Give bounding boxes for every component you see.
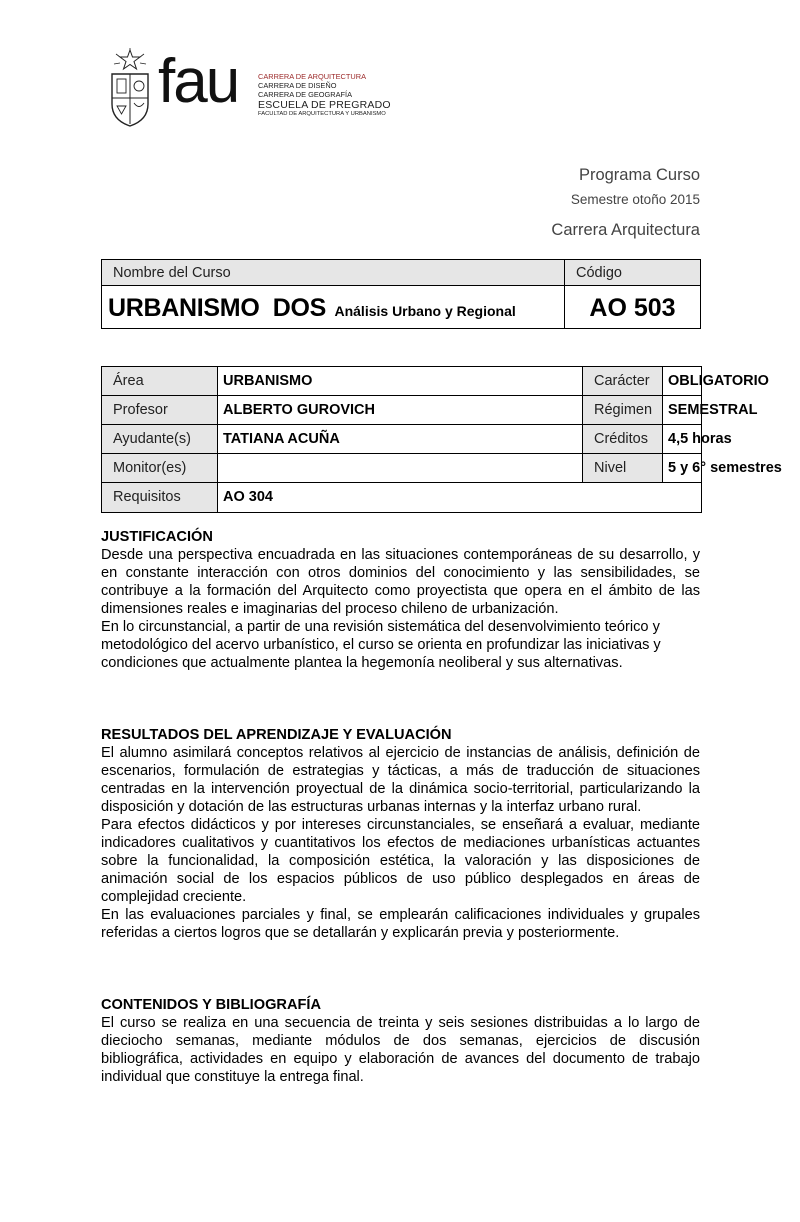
fau-wordmark: fau — [158, 47, 239, 116]
logo-line: CARRERA DE GEOGRAFÍA — [258, 89, 353, 99]
course-name-column — [102, 260, 565, 328]
info-label: Monitor(es) — [102, 454, 218, 483]
info-value: ALBERTO GUROVICH — [218, 396, 583, 425]
info-value — [218, 454, 583, 483]
fau-logo — [108, 48, 398, 130]
course-code-header: Código — [565, 260, 700, 286]
logo-line: FACULTAD DE ARQUITECTURA Y URBANISMO — [258, 111, 386, 118]
course-info-table — [101, 366, 782, 513]
course-title: URBANISMO DOS — [108, 294, 327, 322]
section-paragraph: El curso se realiza en una secuencia de treinta y seis sesiones distribuidas a lo largo de dieciocho semanas, mediante módulos de dos semanas, ejercicios de discusión bibliográfica, actividades en equipo y elaboración de avances del documento de trabajo individual que constituye la entrega final. — [101, 1015, 700, 1085]
course-subtitle: Análisis Urbano y Regional — [334, 303, 516, 319]
info-value: AO 304 — [223, 489, 273, 505]
university-crest-icon — [108, 48, 152, 128]
info-value: 4,5 horas — [663, 425, 701, 454]
info-label: Profesor — [102, 396, 218, 425]
semester-label: Semestre otoño 2015 — [570, 192, 700, 207]
info-label: Ayudante(s) — [102, 425, 218, 454]
info-label: Área — [102, 367, 218, 396]
course-code-column — [565, 260, 700, 328]
info-value: URBANISMO — [218, 367, 583, 396]
section-title: RESULTADOS DEL APRENDIZAJE Y EVALUACIÓN — [101, 727, 452, 743]
info-value: SEMESTRAL — [663, 396, 701, 425]
info-label: Nivel — [583, 454, 663, 483]
info-label: Carácter — [583, 367, 663, 396]
logo-line: CARRERA DE ARQUITECTURA — [258, 72, 367, 81]
info-value: TATIANA ACUÑA — [218, 425, 583, 454]
course-code: AO 503 — [589, 294, 676, 322]
section-title: JUSTIFICACIÓN — [101, 529, 213, 545]
school-lines — [258, 73, 391, 118]
section-paragraph: Desde una perspectiva encuadrada en las situaciones contemporáneas de su desarrollo, y en constante interacción con otros dominios del conocimiento y las sensibilidades, se contribuye a la formación del Arquitecto como proyectista que opera en el ámbito de las dimensiones reales e imaginarias del proceso chileno de urbanización. — [101, 547, 700, 617]
justificacion-section — [101, 528, 700, 672]
contenidos-section — [101, 996, 700, 1086]
section-paragraph: En lo circunstancial, a partir de una revisión sistemática del desenvolvimiento teórico y metodológico del acervo urbanístico, el curso se orienta en profundizar las iniciativas y condiciones que actualmente plantea la hegemonía neoliberal y sus alternativas. — [101, 619, 661, 671]
section-paragraph: Para efectos didácticos y por intereses circunstanciales, se enseñará a evaluar, mediante indicadores cualitativos y cuantitativos los efectos de mediaciones urbanísticas actuantes sobre la funcionalidad, la composición estética, la valoración y las disposiciones de animación social de los espacios públicos de uso público desplegados en áreas de complejidad creciente. — [101, 817, 700, 905]
logo-line: ESCUELA DE PREGRADO — [258, 99, 391, 112]
section-title: CONTENIDOS Y BIBLIOGRAFÍA — [101, 997, 322, 1013]
info-value: OBLIGATORIO — [663, 367, 701, 396]
info-label: Requisitos — [102, 483, 218, 512]
course-table — [101, 259, 701, 329]
info-value: 5 y 6° semestres — [663, 454, 701, 483]
section-paragraph: El alumno asimilará conceptos relativos al ejercicio de instancias de análisis, definición de escenarios, formulación de estrategias y tácticas, a más de traducción de situaciones centradas en la intervención proyectual de la dinámica socio-territorial, particularizando la disposición y dotación de las estructuras urbanas internas y la interfaz urbano rural. — [101, 745, 700, 815]
resultados-section — [101, 726, 700, 942]
info-label: Régimen — [583, 396, 663, 425]
career-label: Carrera Arquitectura — [551, 221, 700, 239]
logo-line: CARRERA DE DISEÑO — [258, 80, 337, 90]
info-label: Créditos — [583, 425, 663, 454]
section-paragraph: En las evaluaciones parciales y final, se emplearán calificaciones individuales y grupales referidas a ciertos logros que se detallarán y explicarán previa y posteriormente. — [101, 907, 700, 941]
document-type: Programa Curso — [578, 166, 700, 184]
course-name-header: Nombre del Curso — [102, 260, 564, 286]
course-name-cell — [102, 286, 564, 328]
